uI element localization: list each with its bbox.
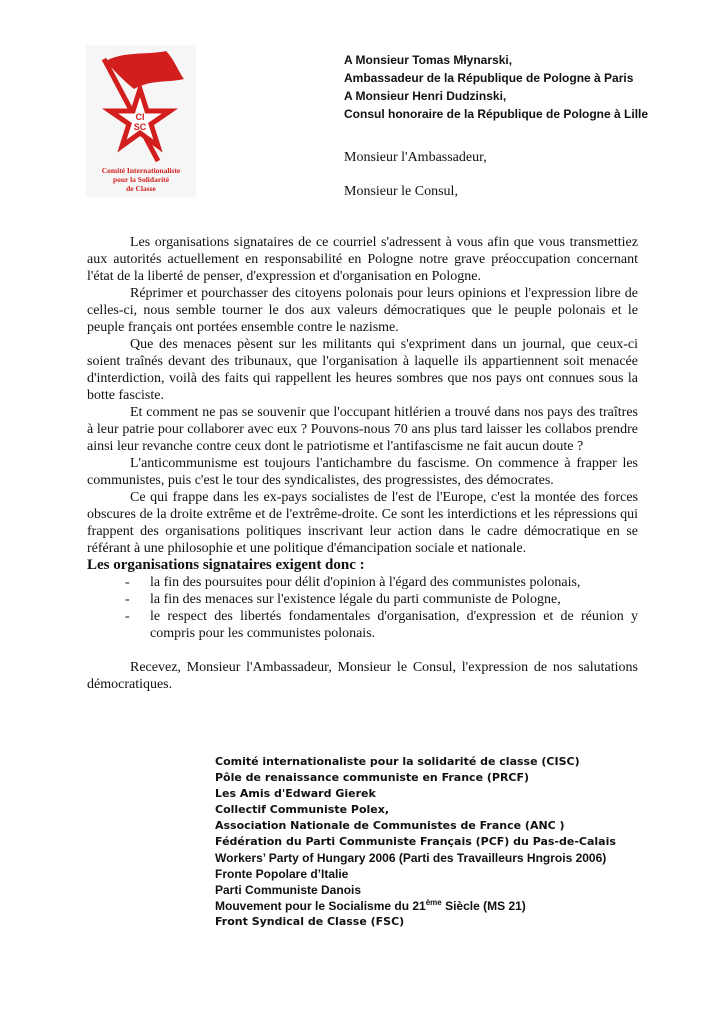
- red-flag-star-icon: [94, 49, 188, 165]
- demand-text: le respect des libertés fondamentales d'organisation, d'expression et de réunion y compris pour les communistes polonais.: [150, 609, 638, 641]
- recipient-address: [344, 51, 694, 123]
- signatory: Parti Communiste Danois: [215, 883, 362, 897]
- closing-paragraph: Recevez, Monsieur l'Ambassadeur, Monsieur le Consul, l'expression de nos salutations démocratiques.: [87, 660, 638, 692]
- demand-item: [87, 591, 638, 608]
- signatory: Collectif Communiste Polex,: [215, 803, 390, 816]
- address-line: Consul honoraire de la République de Pologne à Lille: [344, 107, 649, 121]
- logo-caption-line: Comité Internationaliste: [101, 166, 181, 175]
- address-line: A Monsieur Tomas Młynarski,: [344, 53, 513, 67]
- body-paragraph: Les organisations signataires de ce courriel s'adressent à vous afin que vous transmettiez aux autorités actuellement en responsabilité en Pologne notre grave préoccupation concernant l'état de la liberté de penser, d'expression et d'organisation en Pologne.: [87, 235, 638, 284]
- salutation-ambassador: Monsieur l'Ambassadeur,: [344, 150, 487, 165]
- demands-list: [87, 574, 638, 642]
- logo-letters-top: CI: [135, 112, 145, 122]
- demand-item: [87, 574, 638, 591]
- address-line: Ambassadeur de la République de Pologne à Paris: [344, 71, 634, 85]
- list-dash: -: [125, 609, 130, 624]
- signatory: Comité internationaliste pour la solidarité de classe (CISC): [215, 755, 580, 768]
- demand-text: la fin des poursuites pour délit d'opinion à l'égard des communistes polonais,: [150, 575, 581, 590]
- signatory-text: Siècle (MS 21): [441, 899, 526, 913]
- list-dash: -: [125, 575, 130, 590]
- signatory-superscript: ème: [425, 898, 442, 907]
- signatory: Workers’ Party of Hungary 2006 (Parti des Travailleurs Hngrois 2006): [215, 851, 607, 865]
- list-dash: -: [125, 592, 130, 607]
- signatory: Association Nationale de Communistes de France (ANC ): [215, 819, 565, 832]
- address-line: A Monsieur Henri Dudzinski,: [344, 89, 507, 103]
- body-paragraph: Ce qui frappe dans les ex-pays socialistes de l'est de l'Europe, c'est la montée des forces obscures de la droite extrême et de l'extrême-droite. Ce sont les interdictions et les répressions qui frappent des organisations politiques inscrivant leur action dans le cadre démocratique en se référant à une philosophie et une politique d'émancipation sociale et nationale.: [87, 490, 638, 556]
- demands-heading: Les organisations signataires exigent donc :: [87, 557, 365, 573]
- body-paragraph: L'anticommunisme est toujours l'antichambre du fascisme. On commence à frapper les communistes, puis c'est le tour des syndicalistes, des progressistes, des démocrates.: [87, 456, 638, 488]
- body-paragraph: Réprimer et pourchasser des citoyens polonais pour leurs opinions et l'expression libre de celles-ci, nous semble tourner le dos aux valeurs démocratiques que le peuple polonais et le peuple français ont portées ensemble contre le nazisme.: [87, 286, 638, 335]
- demand-item: [87, 608, 638, 642]
- body-paragraph: Et comment ne pas se souvenir que l'occupant hitlérien a trouvé dans nos pays des traîtres à leur patrie pour collaborer avec eux ? Pouvons-nous 70 ans plus tard laisser les collabos prendre ainsi leur revanche contre ceux dont le patriotisme et l'antifascisme ne fait aucun doute ?: [87, 405, 638, 454]
- salutation-consul: Monsieur le Consul,: [344, 184, 458, 199]
- body-paragraph: Que des menaces pèsent sur les militants qui s'expriment dans un journal, que ceux-ci soient traînés devant des tribunaux, que l'organisation à laquelle ils appartiennent soit menacée d'interdiction, voilà des faits qui rappellent les heures sombres que nos pays ont connues sous la botte fasciste.: [87, 337, 638, 403]
- logo-caption: [86, 166, 196, 193]
- signatory-text: Mouvement pour le Socialisme du 21: [215, 899, 426, 913]
- signatory: Pôle de renaissance communiste en France (PRCF): [215, 771, 530, 784]
- letter-body: [87, 234, 638, 693]
- signatory-ms21: [215, 898, 635, 914]
- signatories-list: [215, 754, 635, 930]
- logo-caption-line: de Classe: [126, 184, 156, 193]
- logo-caption-line: pour la Solidarité: [112, 175, 170, 184]
- signatory: Front Syndical de Classe (FSC): [215, 915, 405, 928]
- cisc-logo: [86, 45, 196, 197]
- signatory: Fédération du Parti Communiste Français (PCF) du Pas-de-Calais: [215, 835, 616, 848]
- signatory: Fronte Popolare d’Italie: [215, 867, 349, 881]
- logo-letters-bottom: SC: [133, 122, 147, 132]
- demand-text: la fin des menaces sur l'existence légale du parti communiste de Pologne,: [150, 592, 561, 607]
- signatory: Les Amis d'Edward Gierek: [215, 787, 376, 800]
